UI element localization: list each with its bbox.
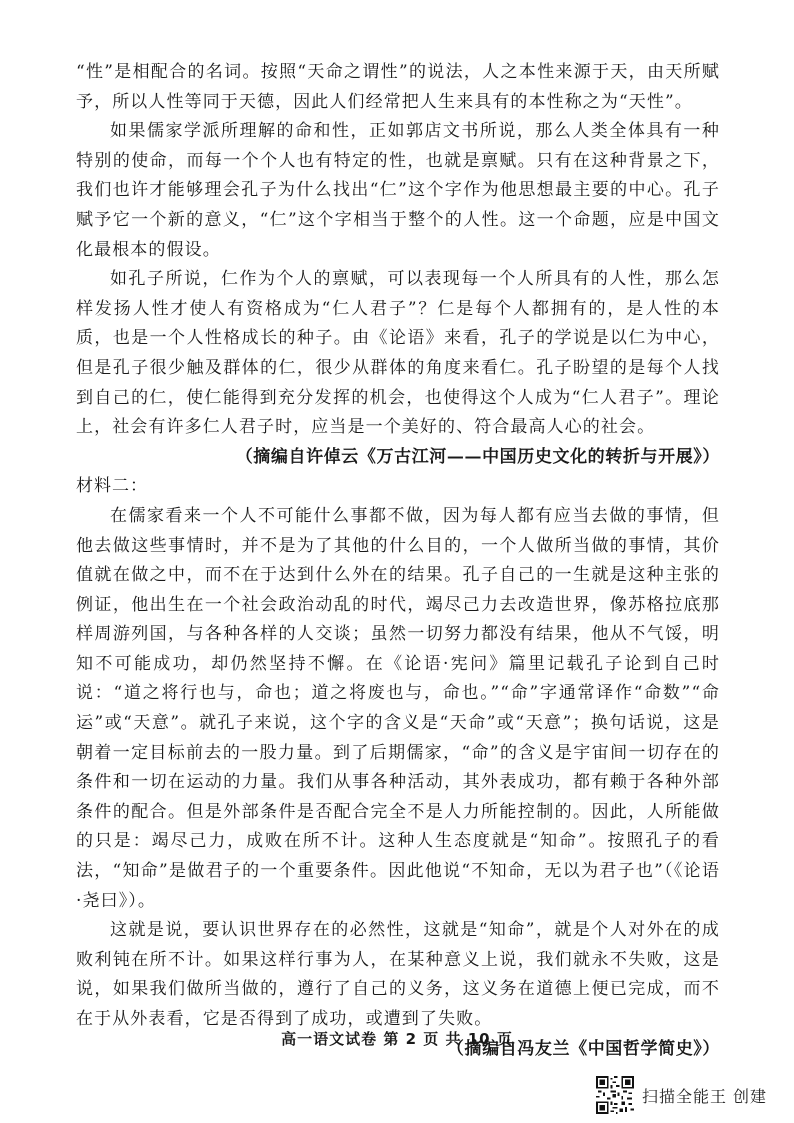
paragraph: 如果儒家学派所理解的命和性，正如郭店文书所说，那么人类全体具有一种特别的使命，而每一个个人也有特定的性，也就是禀赋。只有在这种背景之下，我们也许才能够理会孔子为什么找出“仁”这个字作为他思想最主要的中心。孔子赋予它一个新的意义，“仁”这个字相当于整个的人性。这一个命题，应是中国文化最根本的假设。 (76, 121, 720, 260)
page-footer: 高一语文试卷 第 2 页 共 10 页 (281, 1030, 513, 1048)
paragraph: 在儒家看来一个人不可能什么事都不做，因为每人都有应当去做的事情，但他去做这些事情时，并不是为了其他的什么目的，一个人做所当做的事情，其价值就在做之中，而不在于达到什么外在的结果。孔子自己的一生就是这种主张的例证，他出生在一个社会政治动乱的时代，竭尽己力去改造世界，像苏格拉底那样周游列国，与各种各样的人交谈；虽然一切努力都没有结果，他从不气馁，明知不可能成功，却仍然坚持不懈。在《论语·宪问》篇里记载孔子论到自己时说：“道之将行也与，命也；道之将废也与，命也。”“命”字通常译作“命数”“命运”或“天意”。就孔子来说，这个字的含义是“天命”或“天意”；换句话说，这是朝着一定目标前去的一股力量。到了后期儒家，“命”的含义是宇宙间一切存在的条件和一切在运动的力量。我们从事各种活动，其外表成功，都有赖于各种外部条件的配合。但是外部条件是否配合完全不是人力所能控制的。因此，人所能做的只是：竭尽己力，成败在所不计。这种人生态度就是“知命”。按照孔子的看法，“知命”是做君子的一个重要条件。因此他说“不知命，无以为君子也”（《论语·尧曰》）。 (76, 505, 720, 911)
watermark-brand: 扫描全能王 (642, 1086, 728, 1106)
watermark-text (642, 1084, 767, 1107)
source-citation: （摘编自冯友兰《中国哲学简史》） (446, 1038, 720, 1059)
qr-code-icon (596, 1076, 634, 1114)
section-label: 材料二： (76, 476, 148, 497)
scanner-watermark (596, 1076, 767, 1114)
watermark-action: 创建 (733, 1086, 768, 1106)
source-citation: （摘编自许倬云《万古江河——中国历史文化的转折与开展》） (235, 446, 720, 467)
paragraph: “性”是相配合的名词。按照“天命之谓性”的说法，人之本性来源于天，由天所赋予，所以人性等同于天德，因此人们经常把人生来具有的本性称之为“天性”。 (76, 62, 720, 112)
paragraph: 如孔子所说，仁作为个人的禀赋，可以表现每一个人所具有的人性，那么怎样发扬人性才使人有资格成为“仁人君子”？仁是每个人都拥有的，是人性的本质，也是一个人性格成长的种子。由《论语》来看，孔子的学说是以仁为中心，但是孔子很少触及群体的仁，很少从群体的角度来看仁。孔子盼望的是每个人找到自己的仁，使仁能得到充分发挥的机会，也使得这个人成为“仁人君子”。理论上，社会有许多仁人君子时，应当是一个美好的、符合最高人心的社会。 (76, 269, 720, 438)
document-body (76, 58, 720, 1064)
paragraph: 这就是说，要认识世界存在的必然性，这就是“知命”，就是个人对外在的成败利钝在所不计。如果这样行事为人，在某种意义上说，我们就永不失败，这是说，如果我们做所当做的，遵行了自己的义务，这义务在道德上便已完成，而不在于从外表看，它是否得到了成功，或遭到了失败。 (76, 920, 720, 1029)
